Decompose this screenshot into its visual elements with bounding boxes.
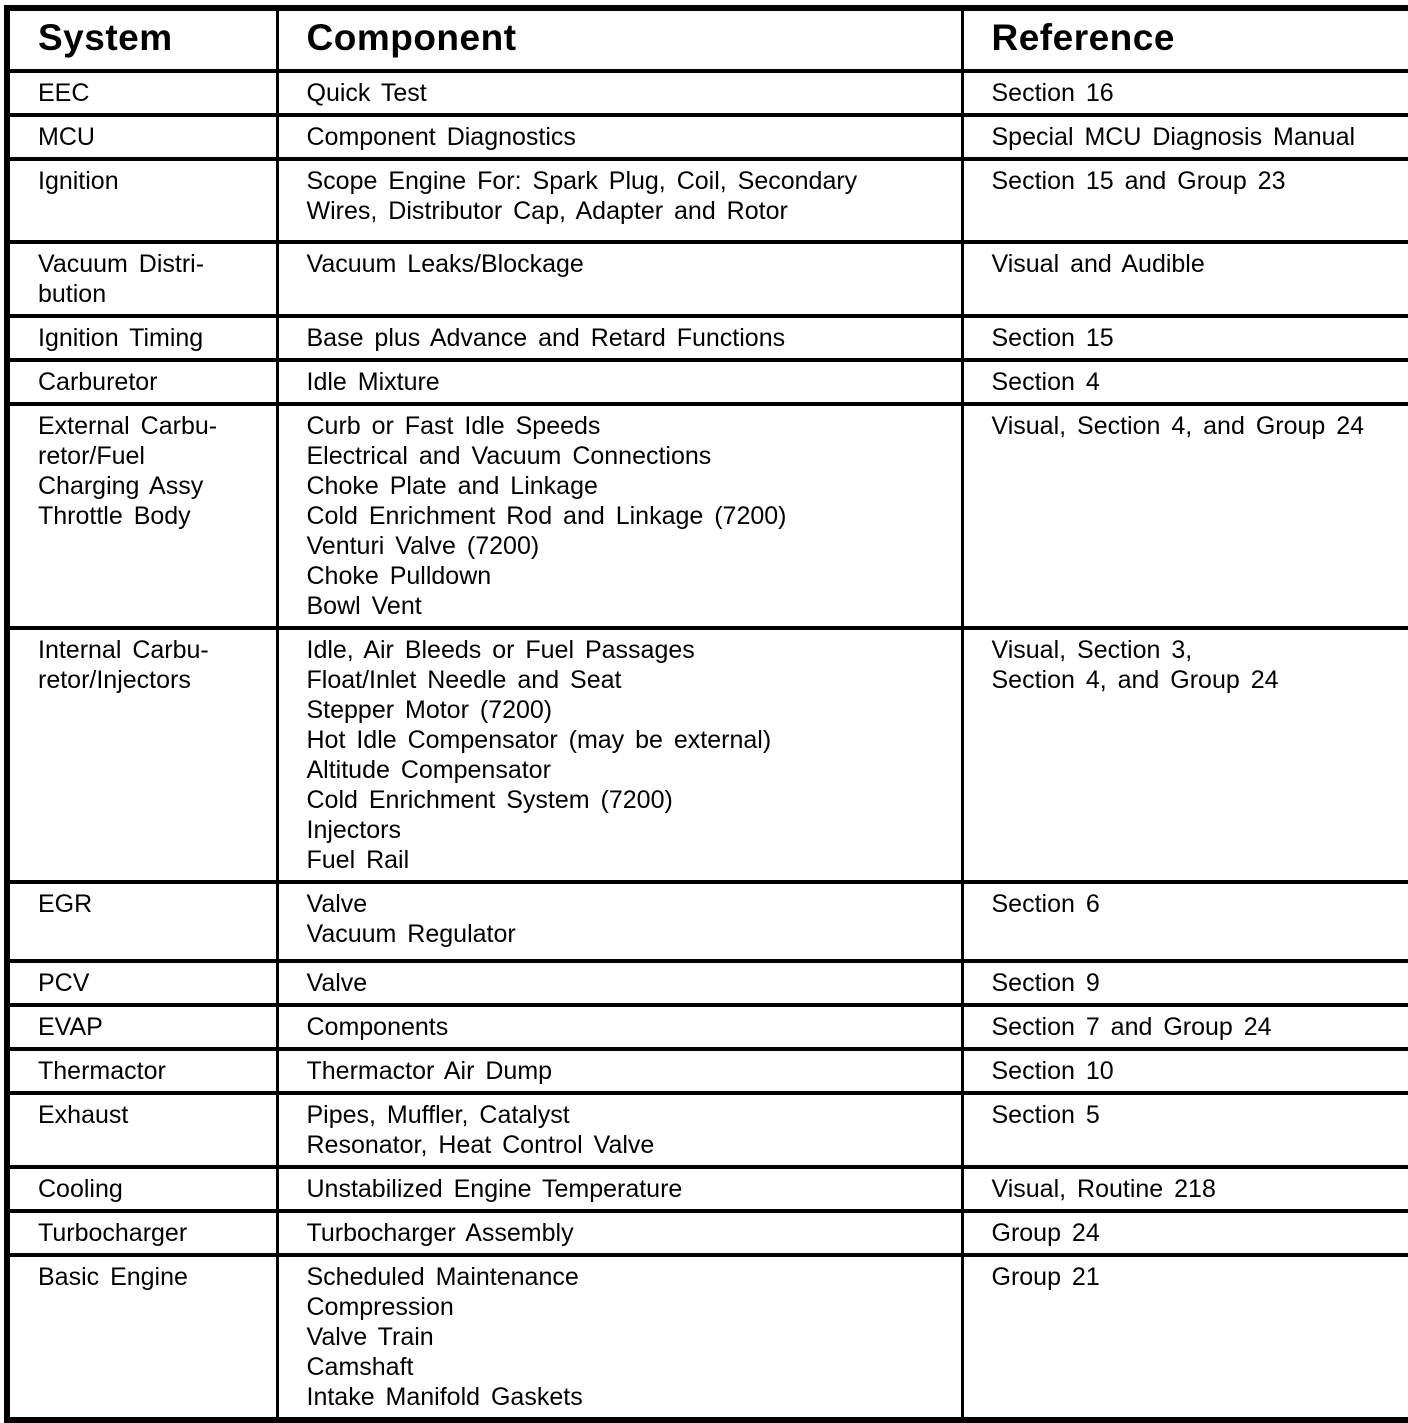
cell-line: Section 9 (991, 969, 1100, 997)
cell-line: Wires, Distributor Cap, Adapter and Rotor (306, 197, 788, 225)
component-cell (277, 882, 962, 961)
cell-line: Section 15 and Group 23 (991, 167, 1286, 195)
cell-line: Section 16 (991, 79, 1114, 107)
system-cell (7, 1093, 277, 1167)
cell-line: Visual, Section 4, and Group 24 (991, 412, 1365, 440)
column-header-component: Component (277, 8, 962, 71)
cell-line: Internal Carbu- (38, 636, 209, 664)
cell-line: Cold Enrichment Rod and Linkage (7200) (306, 502, 787, 530)
cell-line: Section 4, and Group 24 (991, 666, 1279, 694)
cell-line: Section 10 (991, 1057, 1114, 1085)
table-row (7, 360, 1408, 404)
cell-line: Components (306, 1013, 449, 1041)
cell-line: Group 24 (991, 1219, 1100, 1247)
component-cell (277, 242, 962, 316)
component-cell (277, 159, 962, 242)
cell-line: Visual, Routine 218 (991, 1175, 1216, 1203)
component-cell (277, 360, 962, 404)
component-cell (277, 1255, 962, 1420)
cell-line: Idle Mixture (306, 368, 440, 396)
table-row (7, 316, 1408, 360)
reference-cell (962, 961, 1408, 1005)
table-row (7, 1211, 1408, 1255)
system-cell (7, 71, 277, 115)
component-cell (277, 404, 962, 628)
system-cell (7, 1167, 277, 1211)
system-cell (7, 628, 277, 882)
component-cell (277, 961, 962, 1005)
table-row (7, 404, 1408, 628)
cell-line: Turbocharger (38, 1219, 188, 1247)
cell-line: Fuel Rail (306, 846, 410, 874)
cell-line: Base plus Advance and Retard Functions (306, 324, 786, 352)
table-row (7, 1049, 1408, 1093)
table-row (7, 71, 1408, 115)
cell-line: Turbocharger Assembly (306, 1219, 574, 1247)
cell-line: EEC (38, 79, 90, 107)
cell-line: Venturi Valve (7200) (306, 532, 540, 560)
cell-line: Vacuum Distri- (38, 250, 205, 278)
cell-line: Charging Assy (38, 472, 204, 500)
component-cell (277, 115, 962, 159)
reference-cell (962, 360, 1408, 404)
cell-line: MCU (38, 123, 95, 151)
cell-line: Special MCU Diagnosis Manual (991, 123, 1356, 151)
table-row (7, 1005, 1408, 1049)
system-cell (7, 961, 277, 1005)
reference-cell (962, 159, 1408, 242)
table-row (7, 882, 1408, 961)
cell-line: Section 6 (991, 890, 1100, 918)
cell-line: Resonator, Heat Control Valve (306, 1131, 655, 1159)
cell-line: Thermactor Air Dump (306, 1057, 553, 1085)
reference-cell (962, 1093, 1408, 1167)
reference-cell (962, 1255, 1408, 1420)
cell-line: Camshaft (306, 1353, 414, 1381)
table-body (7, 71, 1408, 1420)
cell-line: PCV (38, 969, 90, 997)
component-cell (277, 1005, 962, 1049)
component-cell (277, 628, 962, 882)
cell-line: Unstabilized Engine Temperature (306, 1175, 683, 1203)
cell-line: Group 21 (991, 1263, 1100, 1291)
component-cell (277, 71, 962, 115)
reference-cell (962, 1211, 1408, 1255)
cell-line: Valve Train (306, 1323, 434, 1351)
reference-cell (962, 628, 1408, 882)
column-header-reference: Reference (962, 8, 1408, 71)
cell-line: Float/Inlet Needle and Seat (306, 666, 622, 694)
cell-line: Quick Test (306, 79, 427, 107)
cell-line: Pipes, Muffler, Catalyst (306, 1101, 570, 1129)
system-cell (7, 1211, 277, 1255)
table-row (7, 1255, 1408, 1420)
cell-line: Electrical and Vacuum Connections (306, 442, 712, 470)
reference-cell (962, 71, 1408, 115)
reference-cell (962, 1005, 1408, 1049)
cell-line: Valve (306, 890, 368, 918)
diagnostics-table (4, 5, 1408, 1423)
table-row (7, 242, 1408, 316)
cell-line: Throttle Body (38, 502, 191, 530)
cell-line: Vacuum Leaks/Blockage (306, 250, 584, 278)
reference-cell (962, 115, 1408, 159)
cell-line: Visual, Section 3, (991, 636, 1193, 664)
cell-line: EGR (38, 890, 93, 918)
cell-line: bution (38, 280, 107, 308)
cell-line: retor/Fuel (38, 442, 145, 470)
cell-line: Exhaust (38, 1101, 129, 1129)
cell-line: Compression (306, 1293, 454, 1321)
cell-line: Altitude Compensator (306, 756, 551, 784)
system-cell (7, 1255, 277, 1420)
system-cell (7, 1049, 277, 1093)
system-cell (7, 242, 277, 316)
column-header-system: System (7, 8, 277, 71)
cell-line: Section 7 and Group 24 (991, 1013, 1272, 1041)
cell-line: External Carbu- (38, 412, 218, 440)
reference-cell (962, 1049, 1408, 1093)
cell-line: Vacuum Regulator (306, 920, 516, 948)
cell-line: Scheduled Maintenance (306, 1263, 579, 1291)
cell-line: Ignition Timing (38, 324, 204, 352)
component-cell (277, 1049, 962, 1093)
cell-line: Cold Enrichment System (7200) (306, 786, 673, 814)
cell-line: Choke Pulldown (306, 562, 492, 590)
cell-line: Thermactor (38, 1057, 166, 1085)
table-row (7, 628, 1408, 882)
cell-line: EVAP (38, 1013, 103, 1041)
reference-cell (962, 404, 1408, 628)
cell-line: Section 15 (991, 324, 1114, 352)
table-row (7, 1167, 1408, 1211)
table-row (7, 961, 1408, 1005)
cell-line: Component Diagnostics (306, 123, 576, 151)
cell-line: Choke Plate and Linkage (306, 472, 598, 500)
system-cell (7, 404, 277, 628)
reference-cell (962, 1167, 1408, 1211)
reference-cell (962, 316, 1408, 360)
table-row (7, 1093, 1408, 1167)
reference-cell (962, 242, 1408, 316)
cell-line: Section 5 (991, 1101, 1100, 1129)
cell-line: Carburetor (38, 368, 158, 396)
system-cell (7, 115, 277, 159)
table-header (7, 8, 1408, 71)
cell-line: Basic Engine (38, 1263, 188, 1291)
cell-line: Injectors (306, 816, 401, 844)
cell-line: retor/Injectors (38, 666, 191, 694)
cell-line: Intake Manifold Gaskets (306, 1383, 583, 1411)
cell-line: Valve (306, 969, 368, 997)
reference-cell (962, 882, 1408, 961)
component-cell (277, 1093, 962, 1167)
cell-line: Idle, Air Bleeds or Fuel Passages (306, 636, 695, 664)
cell-line: Ignition (38, 167, 119, 195)
header-row (7, 8, 1408, 71)
system-cell (7, 882, 277, 961)
cell-line: Cooling (38, 1175, 123, 1203)
component-cell (277, 1211, 962, 1255)
table-row (7, 115, 1408, 159)
cell-line: Bowl Vent (306, 592, 422, 620)
cell-line: Stepper Motor (7200) (306, 696, 553, 724)
system-cell (7, 316, 277, 360)
cell-line: Section 4 (991, 368, 1100, 396)
cell-line: Visual and Audible (991, 250, 1205, 278)
cell-line: Scope Engine For: Spark Plug, Coil, Secondary (306, 167, 858, 195)
cell-line: Hot Idle Compensator (may be external) (306, 726, 772, 754)
cell-line: Curb or Fast Idle Speeds (306, 412, 601, 440)
table-row (7, 159, 1408, 242)
system-cell (7, 1005, 277, 1049)
component-cell (277, 1167, 962, 1211)
system-cell (7, 360, 277, 404)
system-cell (7, 159, 277, 242)
component-cell (277, 316, 962, 360)
